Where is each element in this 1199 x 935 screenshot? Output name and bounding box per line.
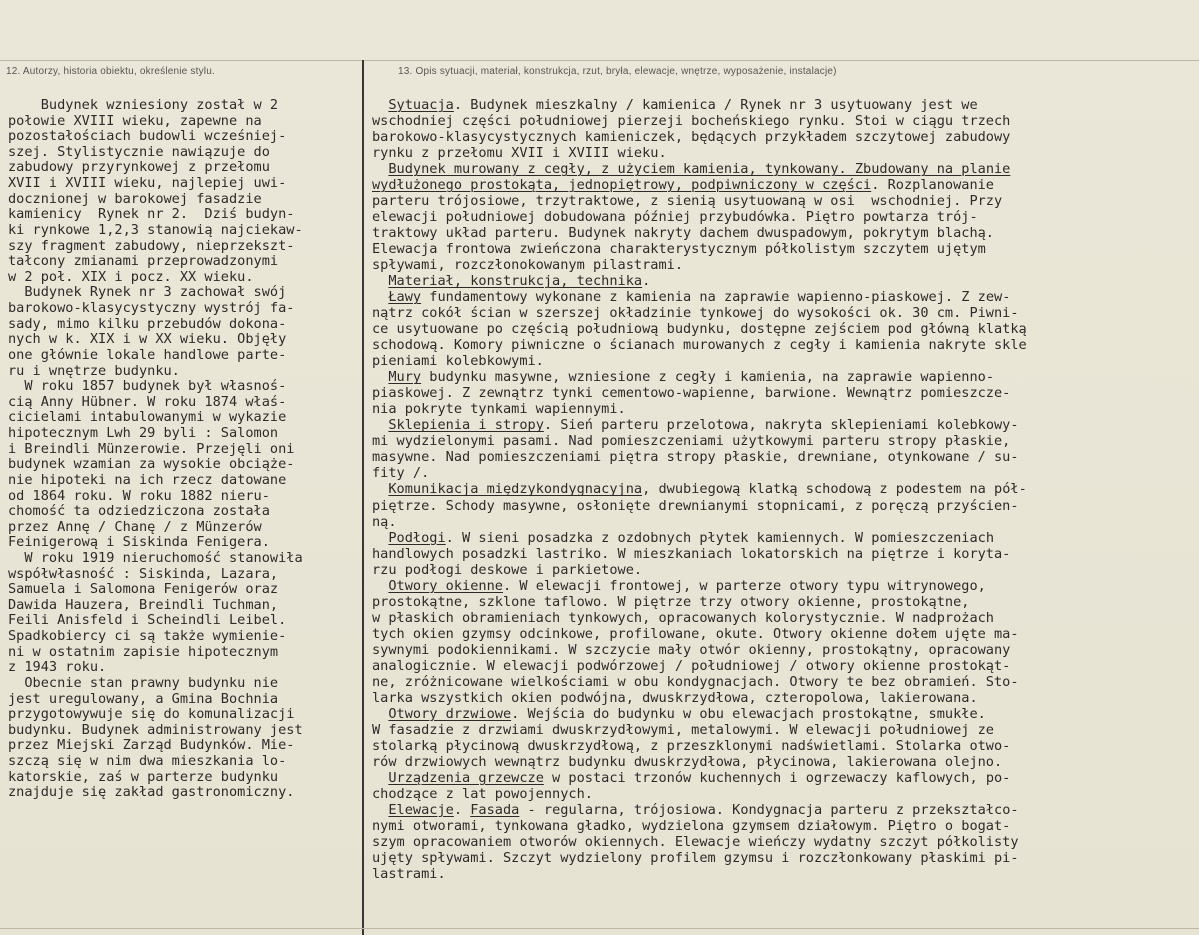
description-text: W fasadzie z drzwiami dwuskrzydłowymi, metalowymi. W elewacji południowej ze — [372, 721, 994, 738]
history-line: ki rynkowe 1,2,3 stanowią najciekaw- — [8, 221, 303, 238]
description-text: spływami, rozczłonokowanym pilastrami. — [372, 257, 683, 274]
section-heading-underlined: Materiał, konstrukcja, technika — [388, 273, 643, 290]
section-heading-underlined: Urządzenia grzewcze — [388, 769, 544, 786]
description-text: schodową. Komory piwniczne o ścianach murowanych z cegły i kamienia nakryte skle — [372, 337, 1027, 354]
description-text: . — [642, 273, 651, 290]
history-line: one głównie lokale handlowe parte- — [8, 346, 287, 363]
description-text: prostokątne, szklone taflowo. W piętrze trzy otwory okienne, prostokątne, — [372, 593, 970, 610]
description-line — [372, 450, 1019, 466]
history-line: współwłasność : Siskinda, Lazara, — [8, 565, 279, 582]
description-line — [372, 627, 1019, 643]
description-line — [372, 98, 978, 114]
description-text: . Budynek mieszkalny / kamienica / Rynek nr 3 usytuowany jest we — [453, 97, 978, 113]
description-line — [372, 803, 1019, 819]
description-line — [372, 242, 986, 258]
description-text: nątrz cokół ścian w szerszej okładzinie tynkowej do wysokości ok. 30 cm. Piwni- — [372, 305, 1019, 322]
history-line: W roku 1857 budynek był własnoś- — [8, 378, 287, 395]
history-line: Obecnie stan prawny budynku nie — [8, 674, 279, 691]
history-line: katorskie, zaś w parterze budynku — [8, 768, 279, 785]
description-line — [372, 146, 667, 162]
section-heading-underlined: Otwory okienne — [388, 577, 503, 594]
history-line: szy fragment zabudowy, nieprzekszt- — [8, 237, 295, 254]
section-heading-underlined: wydłużonego prostokąta, jednopiętrowy, podpiwniczony w części — [372, 177, 872, 194]
description-text — [372, 273, 388, 289]
description-text: . W sieni posadzka z ozdobnych płytek kamiennych. W pomieszczeniach — [445, 529, 995, 546]
description-line — [372, 162, 1010, 178]
history-line: w 2 poł. XIX i pocz. XX wieku. — [8, 268, 254, 285]
description-text: szym opracowaniem otworów okiennych. Elewacje wieńczy wydatny szczyt półkolisty — [372, 833, 1019, 850]
history-line: XVII i XVIII wieku, najlepiej uwi- — [8, 175, 287, 192]
description-line — [372, 114, 1010, 130]
description-line — [372, 178, 994, 194]
history-line: Dawida Hauzera, Breindli Tuchman, — [8, 596, 279, 613]
history-line: z 1943 roku. — [8, 659, 107, 676]
description-text: nia pokryte tynkami wapiennymi. — [372, 401, 626, 418]
history-line: przez Annę / Chanę / z Münzerów — [8, 518, 262, 535]
description-line — [372, 130, 1010, 146]
description-line — [372, 402, 626, 418]
description-line — [372, 643, 1010, 659]
description-text: barokowo-klasycystycznych kamieniczek, będących przykładem szczytowej zabudowy — [372, 129, 1011, 146]
history-line: i Breindli Münzerowie. Przejęli oni — [8, 440, 295, 457]
description-text: elewacji południowej dobudowana później przybudówka. Piętro powtarza trój- — [372, 209, 978, 226]
section-heading-underlined: Fasada — [470, 801, 520, 818]
description-line — [372, 819, 1010, 835]
history-line: kamienicy Rynek nr 2. Dziś budyn- — [8, 206, 295, 223]
description-text: . — [453, 801, 471, 818]
description-line — [372, 274, 650, 290]
history-line: zabudowy przyrynkowej z przełomu — [8, 159, 270, 176]
description-text: piaskowej. Z zewnątrz tynki cementowo-wapienne, barwione. Wewnątrz pomieszcze- — [372, 385, 1011, 402]
history-line: cicielami intabulowanymi w wykazie — [8, 409, 287, 426]
history-line: hipotecznym Lwh 29 byli : Salomon — [8, 425, 279, 442]
description-line — [372, 691, 978, 707]
section-heading-underlined: Ławy — [388, 289, 422, 306]
description-text: wschodniej części południowej pierzeji bocheńskiego rynku. Stoi w ciągu trzech — [372, 113, 1011, 130]
description-text — [372, 706, 388, 722]
history-line: Spadkobiercy ci są także wymienie- — [8, 628, 287, 645]
history-line: sady, mimo kilku przebudów dokona- — [8, 315, 287, 332]
history-line: budynku. Budynek administrowany jest — [8, 721, 303, 738]
section-heading-underlined: Elewacje — [388, 801, 454, 818]
description-line — [372, 563, 642, 579]
description-text: - regularna, trójosiowa. Kondygnacja parteru z przekształco- — [519, 801, 1019, 818]
description-text — [372, 161, 388, 177]
description-text: masywne. Nad pomieszczeniami piętra stropy płaskie, drewniane, otynkowane / su- — [372, 449, 1019, 466]
description-text: rynku z przełomu XVII i XVIII wieku. — [372, 145, 667, 162]
description-text: Elewacja frontowa zwieńczona charakterystycznym półkolistym szczytem ujętym — [372, 241, 986, 258]
description-text: lastrami. — [372, 865, 446, 882]
description-text: rów drzwiowych wewnątrz budynku dwuskrzydłowa, płycinowa, lakierowana olejno. — [372, 753, 1003, 770]
description-line — [372, 739, 1010, 755]
description-line — [372, 835, 1019, 851]
description-text: tych okien gzymsy odcinkowe, profilowane, okute. Otwory okienne dołem ujęte ma- — [372, 625, 1019, 642]
description-text: ną. — [372, 513, 397, 530]
description-line — [372, 482, 1027, 498]
description-line — [372, 290, 1010, 306]
description-text — [372, 417, 388, 433]
history-line: Budynek wzniesiony został w 2 — [8, 97, 279, 113]
description-line — [372, 210, 978, 226]
history-line: jest uregulowany, a Gmina Bochnia — [8, 690, 279, 707]
description-text: w płaskich obramieniach tynkowych, opracowanych kolorystycznie. W nadprożach — [372, 609, 994, 626]
description-line — [372, 579, 986, 595]
description-text: rzu podłogi deskowe i parkietowe. — [372, 561, 643, 578]
section-heading-underlined: Budynek murowany z cegły, z użyciem kamienia, tynkowany. Zbudowany na planie — [388, 161, 1011, 178]
description-text: , dwubiegową klatką schodową z podestem na pół- — [642, 481, 1027, 498]
description-text: . Sień parteru przelotowa, nakryta sklepieniami kolebkowy- — [543, 417, 1019, 434]
description-line — [372, 370, 994, 386]
description-line — [372, 226, 994, 242]
description-line — [372, 771, 1010, 787]
description-text: ujęty spływami. Szczyt wydzielony profilem gzymsu i rozczłonkowany płaskimi pi- — [372, 849, 1019, 866]
description-text: ne, zróżnicowane wielkościami w obu kondygnacjach. Otwory te bez obramień. Sto- — [372, 673, 1019, 690]
description-text: handlowych posadzki lastriko. W mieszkaniach lokatorskich na piętrze i koryta- — [372, 545, 1011, 562]
description-line — [372, 707, 986, 723]
description-line — [372, 611, 994, 627]
description-line — [372, 659, 1010, 675]
description-line — [372, 595, 969, 611]
description-line — [372, 867, 446, 883]
description-line — [372, 515, 397, 531]
description-text — [372, 369, 388, 385]
description-text: budynku masywne, wzniesione z cegły i kamienia, na zaprawie wapienno- — [421, 369, 995, 386]
description-line — [372, 675, 1019, 691]
description-text: analogicznie. W elewacji podwórzowej / południowej / otwory okienne prostokąt- — [372, 657, 1011, 674]
description-line — [372, 547, 1010, 563]
history-line: cią Anny Hübner. W roku 1874 właś- — [8, 393, 287, 410]
description-line — [372, 258, 683, 274]
section-heading-underlined: Otwory drzwiowe — [388, 705, 512, 722]
description-text: traktowy układ parteru. Budynek nakryty dachem dwuspadowym, pokrytym blachą. — [372, 225, 994, 242]
description-line — [372, 194, 1002, 210]
description-text — [372, 530, 388, 546]
history-line: szczą się w nim dwa mieszkania lo- — [8, 753, 287, 770]
description-text: larka wszystkich okien podwójna, dwuskrzydłowa, czteropolowa, lakierowana. — [372, 689, 978, 706]
description-text — [372, 770, 388, 786]
description-line — [372, 306, 1019, 322]
description-line — [372, 755, 1002, 771]
description-line — [372, 531, 994, 547]
description-line — [372, 434, 1010, 450]
section-heading-underlined: Sytuacja — [388, 97, 454, 113]
history-line: W roku 1919 nieruchomość stanowiła — [8, 549, 303, 566]
section-heading-underlined: Podłogi — [388, 529, 446, 546]
history-line: od 1864 roku. W roku 1882 nieru- — [8, 487, 270, 504]
description-text — [372, 578, 388, 594]
section-heading-underlined: Sklepienia i stropy — [388, 417, 544, 434]
description-text — [372, 97, 388, 113]
history-line: tałcony zmianami przeprowadzonymi — [8, 253, 279, 270]
description-text: piętrze. Schody masywne, osłonięte drewnianymi stopnicami, z poręczą przyścien- — [372, 497, 1019, 514]
description-line — [372, 499, 1019, 515]
description-text — [372, 802, 388, 818]
history-line: połowie XVIII wieku, zapewne na — [8, 112, 262, 129]
section-13-header: 13. Opis sytuacji, materiał, konstrukcja, rzut, bryła, elewacje, wnętrze, wyposażenie, instalacje) — [398, 66, 837, 77]
history-line: chomość ta odziedziczona została — [8, 503, 270, 520]
description-text: chodzące z lat powojennych. — [372, 785, 593, 802]
history-line: ru i wnętrze budynku. — [8, 362, 180, 379]
history-line: ni w ostatnim zapisie hipotecznym — [8, 643, 279, 660]
description-text: nymi otworami, tynkowana gładko, wydzielona gzymsem działowym. Piętro o bogat- — [372, 817, 1011, 834]
header-rule — [0, 60, 1199, 61]
history-line: pozostałościach budowli wcześniej- — [8, 128, 287, 145]
description-text: w postaci trzonów kuchennych i ogrzewaczy kaflowych, po- — [543, 769, 1011, 786]
description-text: pieniami kolebkowymi. — [372, 353, 544, 370]
history-line: Budynek Rynek nr 3 zachował swój — [8, 284, 287, 301]
description-line — [372, 723, 994, 739]
section-12-header: 12. Autorzy, historia obiektu, określenie stylu. — [6, 66, 215, 77]
history-line: docznionej w barokowej fasadzie — [8, 190, 262, 207]
description-line — [372, 418, 1019, 434]
history-line: szej. Stylistycznie nawiązuje do — [8, 143, 270, 160]
description-text: . Rozplanowanie — [871, 177, 994, 194]
description-line — [372, 338, 1027, 354]
column-divider — [362, 60, 364, 935]
bottom-edge — [0, 928, 1199, 935]
section-heading-underlined: Mury — [388, 369, 422, 386]
description-text: stolarką płycinową dwuskrzydłową, z przeszklonymi nadświetlami. Stolarka otwo- — [372, 737, 1011, 754]
history-line: przygotowywuje się do komunalizacji — [8, 706, 295, 723]
history-line: Feinigerową i Siskinda Fenigera. — [8, 534, 270, 551]
description-text: fity /. — [372, 465, 430, 482]
description-text — [372, 481, 388, 497]
description-line — [372, 466, 429, 482]
history-line: budynek wzamian za wysokie obciąże- — [8, 456, 295, 473]
description-line — [372, 851, 1019, 867]
description-line — [372, 787, 593, 803]
description-line — [372, 386, 1010, 402]
description-line — [372, 322, 1027, 338]
section-heading-underlined: Komunikacja międzykondygnacyjna — [388, 481, 643, 498]
history-line: nie hipoteki na ich rzecz datowane — [8, 471, 287, 488]
description-text: . W elewacji frontowej, w parterze otwory typu witrynowego, — [502, 577, 986, 594]
description-text: . Wejścia do budynku w obu elewacjach prostokątne, smukłe. — [511, 705, 986, 722]
history-line: Samuela i Salomona Fenigerów oraz — [8, 581, 279, 598]
history-line: nych w k. XIX i w XX wieku. Objęły — [8, 331, 287, 348]
description-text — [372, 289, 388, 305]
description-text: mi wydzielonymi pasami. Nad pomieszczeniami użytkowymi parteru stropy płaskie, — [372, 433, 1011, 450]
description-line — [372, 354, 544, 370]
description-text: sywnymi podokiennikami. W szczycie mały otwór okienny, prostokątny, opracowany — [372, 641, 1011, 658]
description-text: parteru trójosiowe, trzytraktowe, z sienią usytuowaną w osi wschodniej. Przy — [372, 193, 1003, 210]
history-line: znajduje się zakład gastronomiczny. — [8, 784, 295, 801]
description-text: fundamentowy wykonane z kamienia na zaprawie wapienno-piaskowej. Z zew- — [421, 289, 1011, 306]
history-line: barokowo-klasycystyczny wystrój fa- — [8, 300, 295, 317]
description-text: ce usytuowane po częścią południową budynku, dostępne zejściem pod główną klatką — [372, 321, 1027, 338]
history-line: Feili Anisfeld i Scheindli Leibel. — [8, 612, 287, 629]
history-line: przez Miejski Zarząd Budynków. Mie- — [8, 737, 295, 754]
